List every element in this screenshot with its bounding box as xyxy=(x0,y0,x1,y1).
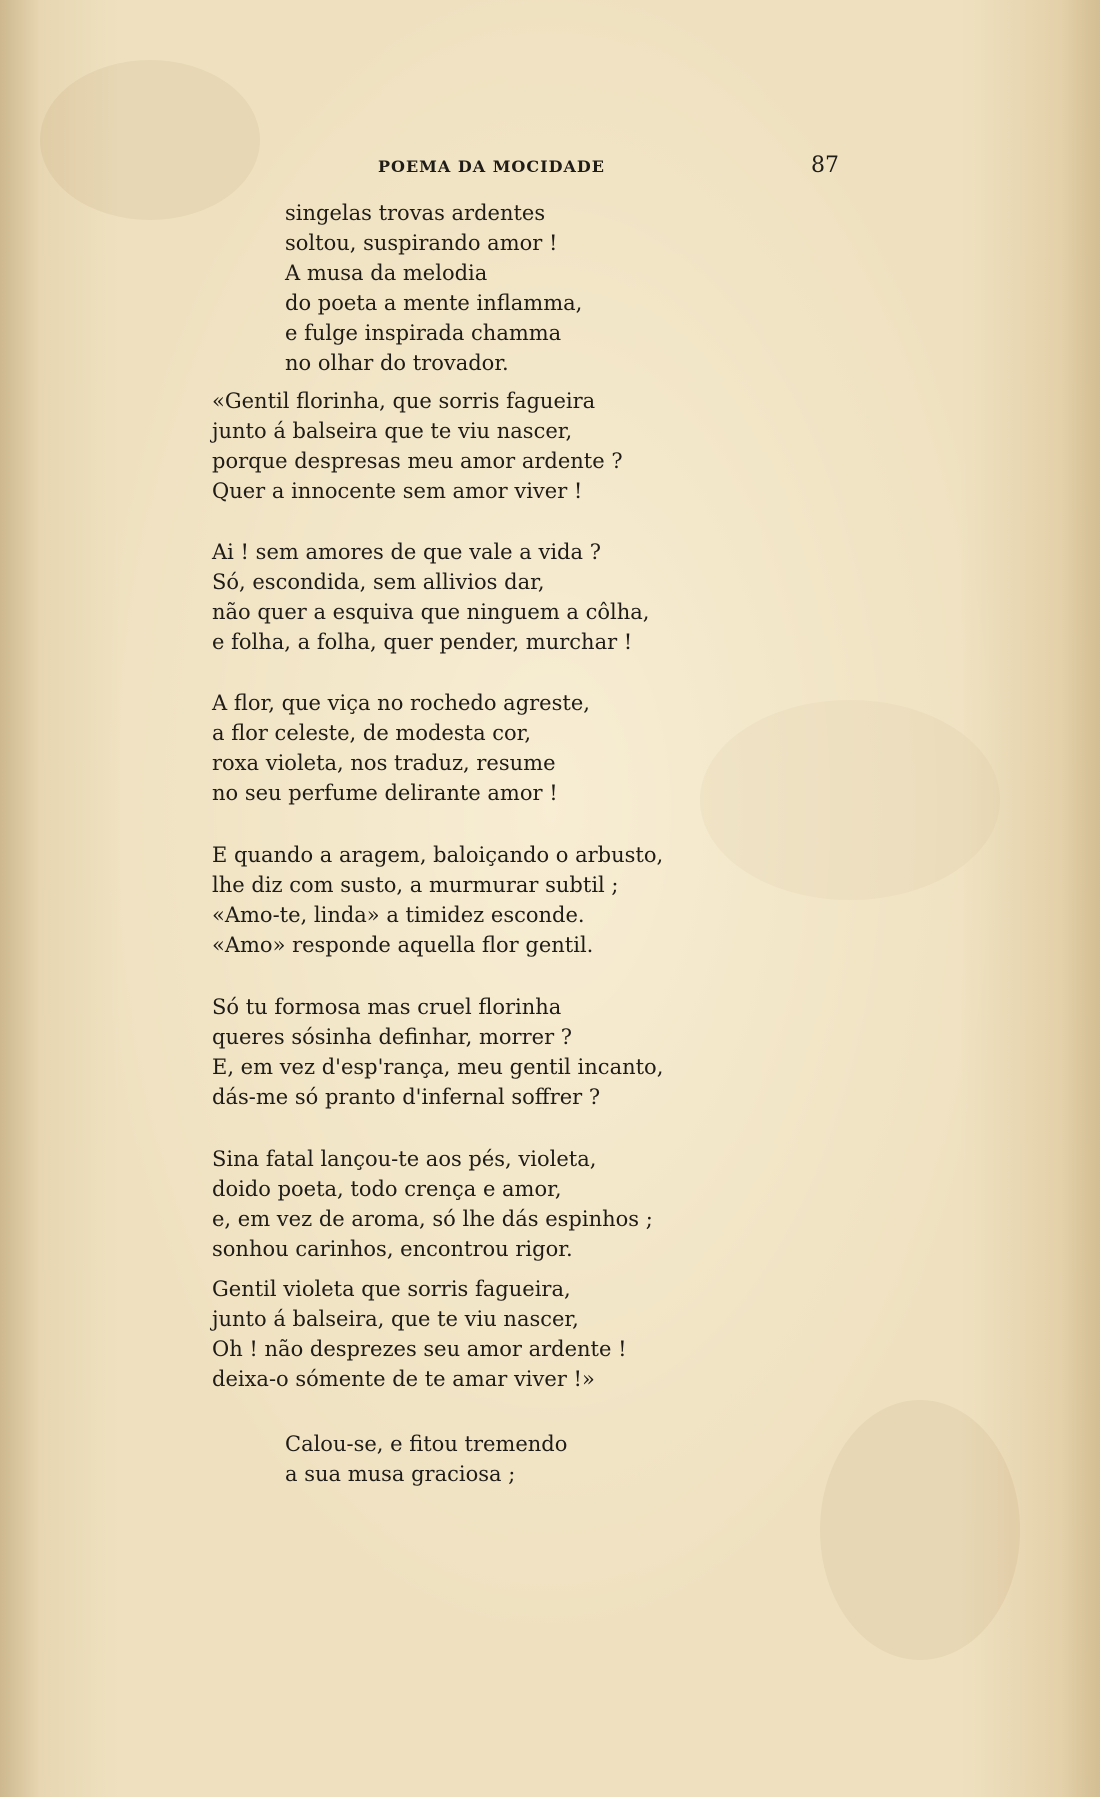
poem-line: Sina fatal lançou-te aos pés, violeta, xyxy=(212,1147,597,1171)
page-header xyxy=(0,155,1100,185)
poem-line: Só, escondida, sem allivios dar, xyxy=(212,570,545,594)
poem-line: e fulge inspirada chamma xyxy=(285,321,562,345)
poem-line: «Gentil florinha, que sorris fagueira xyxy=(212,389,596,413)
running-title: POEMA DA MOCIDADE xyxy=(378,157,605,176)
poem-line: deixa-o sómente de te amar viver !» xyxy=(212,1367,595,1391)
poem-line: não quer a esquiva que ninguem a côlha, xyxy=(212,600,650,624)
poem-line: a sua musa graciosa ; xyxy=(285,1462,516,1486)
poem-line: a flor celeste, de modesta cor, xyxy=(212,721,532,745)
poem-line: Gentil violeta que sorris fagueira, xyxy=(212,1277,571,1301)
poem-line: dás-me só pranto d'infernal soffrer ? xyxy=(212,1085,601,1109)
paper-stain xyxy=(820,1400,1020,1660)
poem-line: junto á balseira que te viu nascer, xyxy=(212,419,573,443)
poem-line: doido poeta, todo crença e amor, xyxy=(212,1177,562,1201)
poem-line: no seu perfume delirante amor ! xyxy=(212,781,558,805)
poem-line: E quando a aragem, baloiçando o arbusto, xyxy=(212,843,664,867)
paper-stain xyxy=(40,60,260,220)
poem-line: roxa violeta, nos traduz, resume xyxy=(212,751,556,775)
poem-line: lhe diz com susto, a murmurar subtil ; xyxy=(212,873,619,897)
poem-line: Oh ! não desprezes seu amor ardente ! xyxy=(212,1337,627,1361)
poem-line: e, em vez de aroma, só lhe dás espinhos ; xyxy=(212,1207,653,1231)
poem-line: soltou, suspirando amor ! xyxy=(285,231,558,255)
poem-line: queres sósinha definhar, morrer ? xyxy=(212,1025,573,1049)
poem-line: «Amo-te, linda» a timidez esconde. xyxy=(212,903,585,927)
poem-line: Ai ! sem amores de que vale a vida ? xyxy=(212,540,601,564)
page-number: 87 xyxy=(811,153,839,178)
poem-line: «Amo» responde aquella flor gentil. xyxy=(212,933,594,957)
paper-stain xyxy=(700,700,1000,900)
poem-line: e folha, a folha, quer pender, murchar ! xyxy=(212,630,633,654)
poem-line: sonhou carinhos, encontrou rigor. xyxy=(212,1237,573,1261)
poem-line: A flor, que viça no rochedo agreste, xyxy=(212,691,590,715)
poem-line: E, em vez d'esp'rança, meu gentil incanto, xyxy=(212,1055,664,1079)
poem-line: porque despresas meu amor ardente ? xyxy=(212,449,623,473)
poem-line: no olhar do trovador. xyxy=(285,351,509,375)
poem-line: Calou-se, e fitou tremendo xyxy=(285,1432,568,1456)
poem-line: do poeta a mente inflamma, xyxy=(285,291,583,315)
poem-line: A musa da melodia xyxy=(285,261,488,285)
poem-line: singelas trovas ardentes xyxy=(285,201,546,225)
poem-line: Só tu formosa mas cruel florinha xyxy=(212,995,562,1019)
poem-line: Quer a innocente sem amor viver ! xyxy=(212,479,583,503)
poem-line: junto á balseira, que te viu nascer, xyxy=(212,1307,579,1331)
